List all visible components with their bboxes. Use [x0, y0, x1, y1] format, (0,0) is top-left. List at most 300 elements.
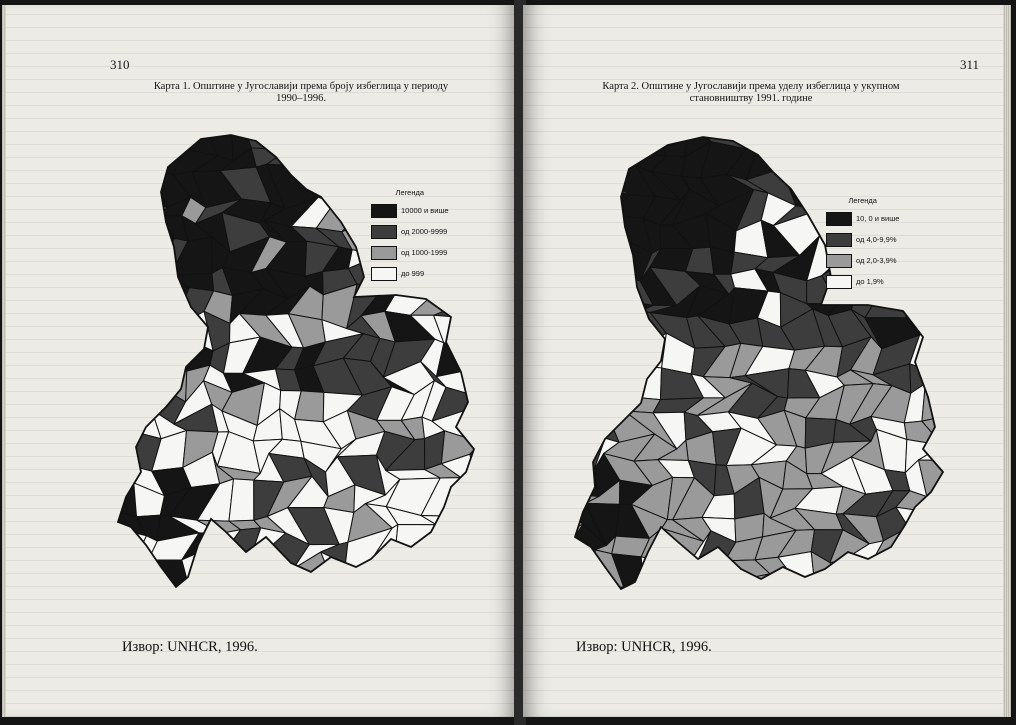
municipality: [925, 603, 957, 607]
municipality: [653, 127, 688, 130]
source-note: Извор: UNHCR, 1996.: [122, 639, 258, 655]
municipality: [563, 390, 602, 414]
municipality: [445, 216, 470, 252]
municipality: [903, 217, 929, 257]
municipality: [107, 141, 143, 182]
municipality: [909, 580, 933, 607]
municipality: [698, 606, 742, 607]
municipality: [150, 365, 187, 402]
municipality: [566, 263, 604, 297]
municipality: [949, 218, 963, 255]
municipality: [877, 581, 918, 607]
municipality: [568, 605, 602, 607]
municipality: [448, 503, 486, 540]
municipality: [957, 292, 963, 315]
municipality: [563, 459, 569, 495]
municipality: [594, 127, 639, 129]
municipality: [847, 127, 892, 156]
municipality: [253, 551, 286, 586]
municipality: [477, 127, 486, 137]
municipality: [563, 140, 607, 171]
municipality: [106, 127, 123, 159]
municipality: [106, 292, 115, 328]
municipality: [447, 127, 485, 133]
municipality: [563, 605, 578, 607]
municipality: [324, 586, 354, 597]
municipality: [106, 432, 112, 469]
municipality: [563, 576, 578, 607]
municipality: [948, 584, 963, 606]
municipality: [782, 127, 824, 134]
municipality: [902, 165, 936, 205]
municipality: [883, 127, 918, 161]
legend-swatch: [826, 275, 852, 289]
municipality: [670, 559, 692, 584]
municipality: [422, 551, 458, 578]
municipality: [903, 146, 939, 178]
municipality: [919, 240, 963, 280]
municipality: [563, 288, 568, 328]
refugee-share-map: [563, 127, 963, 607]
municipality: [461, 158, 486, 183]
municipality: [451, 197, 482, 225]
municipality: [579, 274, 628, 301]
municipality: [943, 508, 963, 539]
municipality: [106, 549, 109, 591]
municipality: [182, 554, 224, 592]
municipality: [943, 141, 963, 182]
municipality: [563, 558, 578, 594]
municipality: [247, 575, 286, 597]
municipality: [756, 599, 789, 607]
municipality: [604, 365, 637, 397]
municipality: [876, 156, 919, 173]
municipality: [115, 274, 149, 306]
municipality: [585, 587, 624, 607]
municipality: [132, 310, 172, 338]
municipality: [485, 133, 486, 158]
municipality: [359, 146, 414, 181]
municipality: [698, 577, 752, 607]
municipality: [481, 166, 486, 205]
municipality: [563, 127, 580, 143]
municipality: [927, 218, 963, 257]
municipality: [477, 407, 486, 446]
municipality: [116, 361, 145, 399]
municipality: [568, 587, 595, 607]
municipality: [871, 553, 918, 586]
municipality: [799, 165, 830, 208]
legend-item: [826, 232, 899, 247]
map-caption: Карта 2. Општине у Југославији према уделу избеглица у укупном становништву 1991. године: [602, 81, 900, 104]
page-number: 311: [959, 57, 979, 72]
municipality: [799, 140, 848, 173]
municipality: [447, 531, 486, 568]
municipality: [106, 380, 123, 410]
legend-swatch: [826, 233, 852, 247]
municipality: [136, 559, 160, 580]
municipality: [326, 127, 360, 159]
municipality: [365, 569, 396, 585]
legend-swatch: [371, 204, 397, 218]
municipality: [471, 127, 486, 159]
municipality: [949, 203, 963, 234]
municipality: [926, 580, 956, 606]
municipality: [457, 197, 486, 218]
municipality: [604, 340, 656, 365]
legend-label: 10, 0 и више: [856, 214, 900, 223]
municipality: [937, 127, 963, 133]
municipality: [620, 127, 654, 157]
municipality: [139, 338, 172, 365]
municipality: [948, 560, 963, 592]
municipality: [941, 337, 963, 377]
municipality: [810, 585, 843, 607]
municipality: [393, 144, 420, 185]
municipality: [592, 215, 618, 240]
map-caption: Карта 1. Општине у Југославији према броју избеглица у периоду 1990–1996.: [153, 81, 449, 104]
municipality: [566, 240, 592, 274]
map-legend: [826, 196, 899, 295]
municipality: [928, 127, 950, 146]
municipality: [778, 552, 815, 587]
municipality: [269, 576, 311, 597]
municipality: [229, 479, 254, 521]
municipality: [106, 549, 136, 591]
municipality: [810, 602, 838, 607]
municipality: [109, 248, 142, 275]
legend-swatch: [826, 254, 852, 268]
municipality: [414, 144, 458, 185]
municipality: [303, 127, 356, 130]
legend-item: [826, 211, 899, 226]
municipality: [571, 127, 607, 161]
municipality: [109, 580, 136, 597]
municipality: [563, 478, 572, 516]
municipality: [588, 157, 621, 177]
municipality: [110, 411, 137, 432]
municipality: [469, 583, 486, 597]
municipality: [928, 508, 950, 539]
legend-item: [371, 203, 449, 218]
legend-label: до 999: [401, 269, 425, 278]
left-page: [6, 5, 516, 717]
municipality: [106, 315, 115, 348]
municipality: [563, 346, 594, 377]
municipality: [919, 268, 957, 303]
municipality: [137, 141, 162, 168]
municipality: [953, 384, 963, 415]
municipality: [441, 575, 483, 597]
municipality: [850, 581, 892, 607]
municipality: [106, 237, 115, 274]
municipality: [563, 310, 594, 351]
municipality: [915, 141, 950, 182]
municipality: [298, 576, 338, 597]
municipality: [106, 195, 108, 228]
municipality: [107, 167, 141, 201]
municipality: [896, 127, 928, 131]
municipality: [906, 287, 926, 317]
municipality: [917, 292, 958, 315]
municipality: [461, 172, 486, 205]
municipality: [106, 347, 116, 374]
municipality: [825, 140, 868, 173]
municipality: [369, 127, 415, 157]
legend-swatch: [826, 212, 852, 226]
municipality: [563, 167, 577, 202]
legend-item: [826, 274, 899, 289]
municipality: [121, 135, 162, 148]
municipality: [157, 316, 193, 341]
municipality: [320, 150, 360, 173]
municipality: [106, 220, 141, 252]
municipality: [563, 263, 568, 297]
municipality: [133, 127, 177, 135]
municipality: [617, 600, 653, 607]
municipality: [106, 297, 149, 314]
municipality: [345, 564, 389, 586]
municipality: [106, 531, 146, 559]
municipality: [957, 127, 963, 133]
municipality: [593, 365, 615, 397]
municipality: [288, 127, 333, 162]
municipality: [465, 262, 486, 306]
municipality: [456, 531, 486, 567]
municipality: [393, 127, 420, 146]
municipality: [784, 577, 815, 601]
municipality: [349, 585, 389, 597]
legend-item: [371, 266, 449, 281]
municipality: [388, 578, 428, 597]
municipality: [563, 189, 603, 232]
municipality: [287, 127, 326, 130]
municipality: [594, 382, 614, 415]
municipality: [394, 551, 427, 586]
legend-title: Легенда: [848, 196, 877, 205]
municipality: [921, 536, 954, 562]
municipality: [780, 134, 812, 153]
municipality: [394, 525, 437, 570]
municipality: [902, 527, 937, 554]
municipality: [437, 127, 482, 159]
municipality: [628, 599, 663, 607]
municipality: [273, 127, 301, 162]
municipality: [638, 127, 666, 156]
municipality: [108, 432, 139, 469]
municipality: [782, 146, 812, 168]
page-edges-right: [1003, 5, 1011, 717]
municipality: [457, 317, 486, 349]
municipality: [861, 127, 906, 131]
municipality: [563, 411, 605, 446]
municipality: [758, 127, 801, 153]
municipality: [392, 127, 417, 134]
legend-label: 10000 и више: [401, 206, 449, 215]
municipality: [950, 537, 963, 562]
municipality: [917, 335, 963, 376]
municipality: [915, 178, 950, 207]
municipality: [585, 601, 625, 607]
municipality: [911, 127, 940, 131]
municipality: [110, 380, 146, 411]
municipality: [465, 252, 486, 268]
municipality: [185, 127, 231, 130]
municipality: [917, 313, 963, 336]
municipality: [563, 140, 580, 176]
municipality: [921, 554, 954, 583]
municipality: [129, 196, 167, 233]
source-note: Извор: UNHCR, 1996.: [576, 639, 712, 655]
municipality: [117, 127, 149, 136]
municipality: [377, 585, 396, 597]
municipality: [902, 193, 936, 220]
municipality: [943, 485, 963, 522]
legend-label: од 4,0-9,9%: [856, 235, 897, 244]
municipality: [673, 583, 713, 607]
municipality: [563, 385, 579, 420]
municipality: [943, 182, 963, 207]
municipality: [563, 346, 578, 371]
municipality: [470, 479, 486, 511]
municipality: [824, 127, 868, 152]
municipality: [941, 365, 963, 398]
municipality: [563, 237, 574, 276]
municipality: [951, 240, 963, 281]
municipality: [593, 345, 631, 377]
municipality: [477, 397, 486, 414]
municipality: [662, 127, 699, 130]
municipality: [951, 280, 963, 293]
municipality: [106, 127, 121, 136]
municipality: [583, 127, 621, 161]
map-legend: [371, 188, 449, 287]
municipality: [436, 343, 476, 377]
municipality: [590, 284, 628, 329]
municipality: [106, 264, 115, 306]
municipality: [457, 216, 486, 257]
municipality: [567, 127, 620, 129]
municipality: [590, 310, 631, 351]
municipality: [470, 454, 486, 490]
municipality: [660, 599, 696, 607]
municipality: [758, 127, 807, 136]
municipality: [136, 380, 155, 411]
legend-label: до 1,9%: [856, 277, 884, 286]
municipality: [843, 152, 892, 173]
municipality: [106, 358, 123, 399]
municipality: [843, 561, 893, 587]
municipality: [945, 444, 963, 469]
municipality: [346, 150, 374, 180]
municipality: [132, 285, 166, 316]
municipality: [136, 273, 167, 298]
legend-item: [371, 224, 449, 239]
municipality: [725, 606, 764, 607]
municipality: [563, 167, 603, 191]
municipality: [106, 476, 112, 509]
municipality: [350, 127, 393, 134]
legend-swatch: [371, 267, 397, 281]
municipality: [481, 141, 486, 183]
municipality: [710, 247, 734, 274]
municipality: [127, 579, 159, 597]
legend-title: Легенда: [395, 188, 425, 197]
municipality: [301, 159, 333, 167]
municipality: [945, 461, 963, 498]
municipality: [929, 205, 949, 220]
municipality: [563, 192, 577, 233]
municipality: [660, 573, 692, 607]
municipality: [563, 444, 572, 464]
municipality: [563, 284, 604, 328]
municipality: [106, 310, 141, 349]
municipality: [563, 363, 579, 390]
municipality: [958, 310, 963, 339]
municipality: [106, 196, 141, 233]
municipality: [356, 127, 374, 157]
municipality: [563, 231, 598, 244]
municipality: [830, 561, 872, 585]
municipality: [807, 127, 848, 146]
municipality: [106, 220, 109, 252]
municipality: [902, 553, 933, 581]
right-page: [523, 5, 1003, 717]
municipality: [106, 165, 108, 202]
municipality: [901, 603, 926, 607]
municipality: [447, 172, 482, 200]
municipality: [579, 237, 618, 276]
municipality: [447, 155, 482, 178]
municipality: [876, 165, 904, 197]
municipality: [106, 408, 112, 434]
municipality: [106, 127, 143, 154]
municipality: [456, 564, 486, 591]
municipality: [139, 361, 155, 384]
municipality: [210, 572, 236, 597]
legend-item: [371, 245, 449, 260]
legend-swatch: [371, 246, 397, 260]
municipality: [940, 127, 963, 152]
legend-label: од 1000-1999: [401, 248, 448, 257]
municipality: [457, 284, 486, 326]
municipality: [906, 131, 939, 161]
page-number: 310: [110, 57, 130, 72]
municipality: [218, 575, 256, 597]
legend-label: од 2,0-3,9%: [856, 256, 897, 265]
municipality: [953, 414, 963, 444]
municipality: [563, 550, 596, 594]
legend-label: од 2000-9999: [401, 227, 448, 236]
municipality: [563, 411, 572, 446]
municipality: [217, 127, 242, 130]
municipality: [320, 167, 364, 208]
municipality: [422, 575, 458, 597]
municipality: [223, 551, 256, 584]
municipality: [470, 503, 486, 540]
municipality: [563, 324, 578, 352]
legend-swatch: [371, 225, 397, 239]
municipality: [833, 581, 872, 607]
municipality: [745, 127, 780, 136]
municipality: [106, 577, 114, 597]
municipality: [106, 528, 125, 559]
municipality: [479, 574, 486, 597]
municipality: [136, 238, 174, 275]
municipality: [784, 599, 821, 607]
municipality: [641, 557, 674, 591]
municipality: [447, 563, 484, 583]
